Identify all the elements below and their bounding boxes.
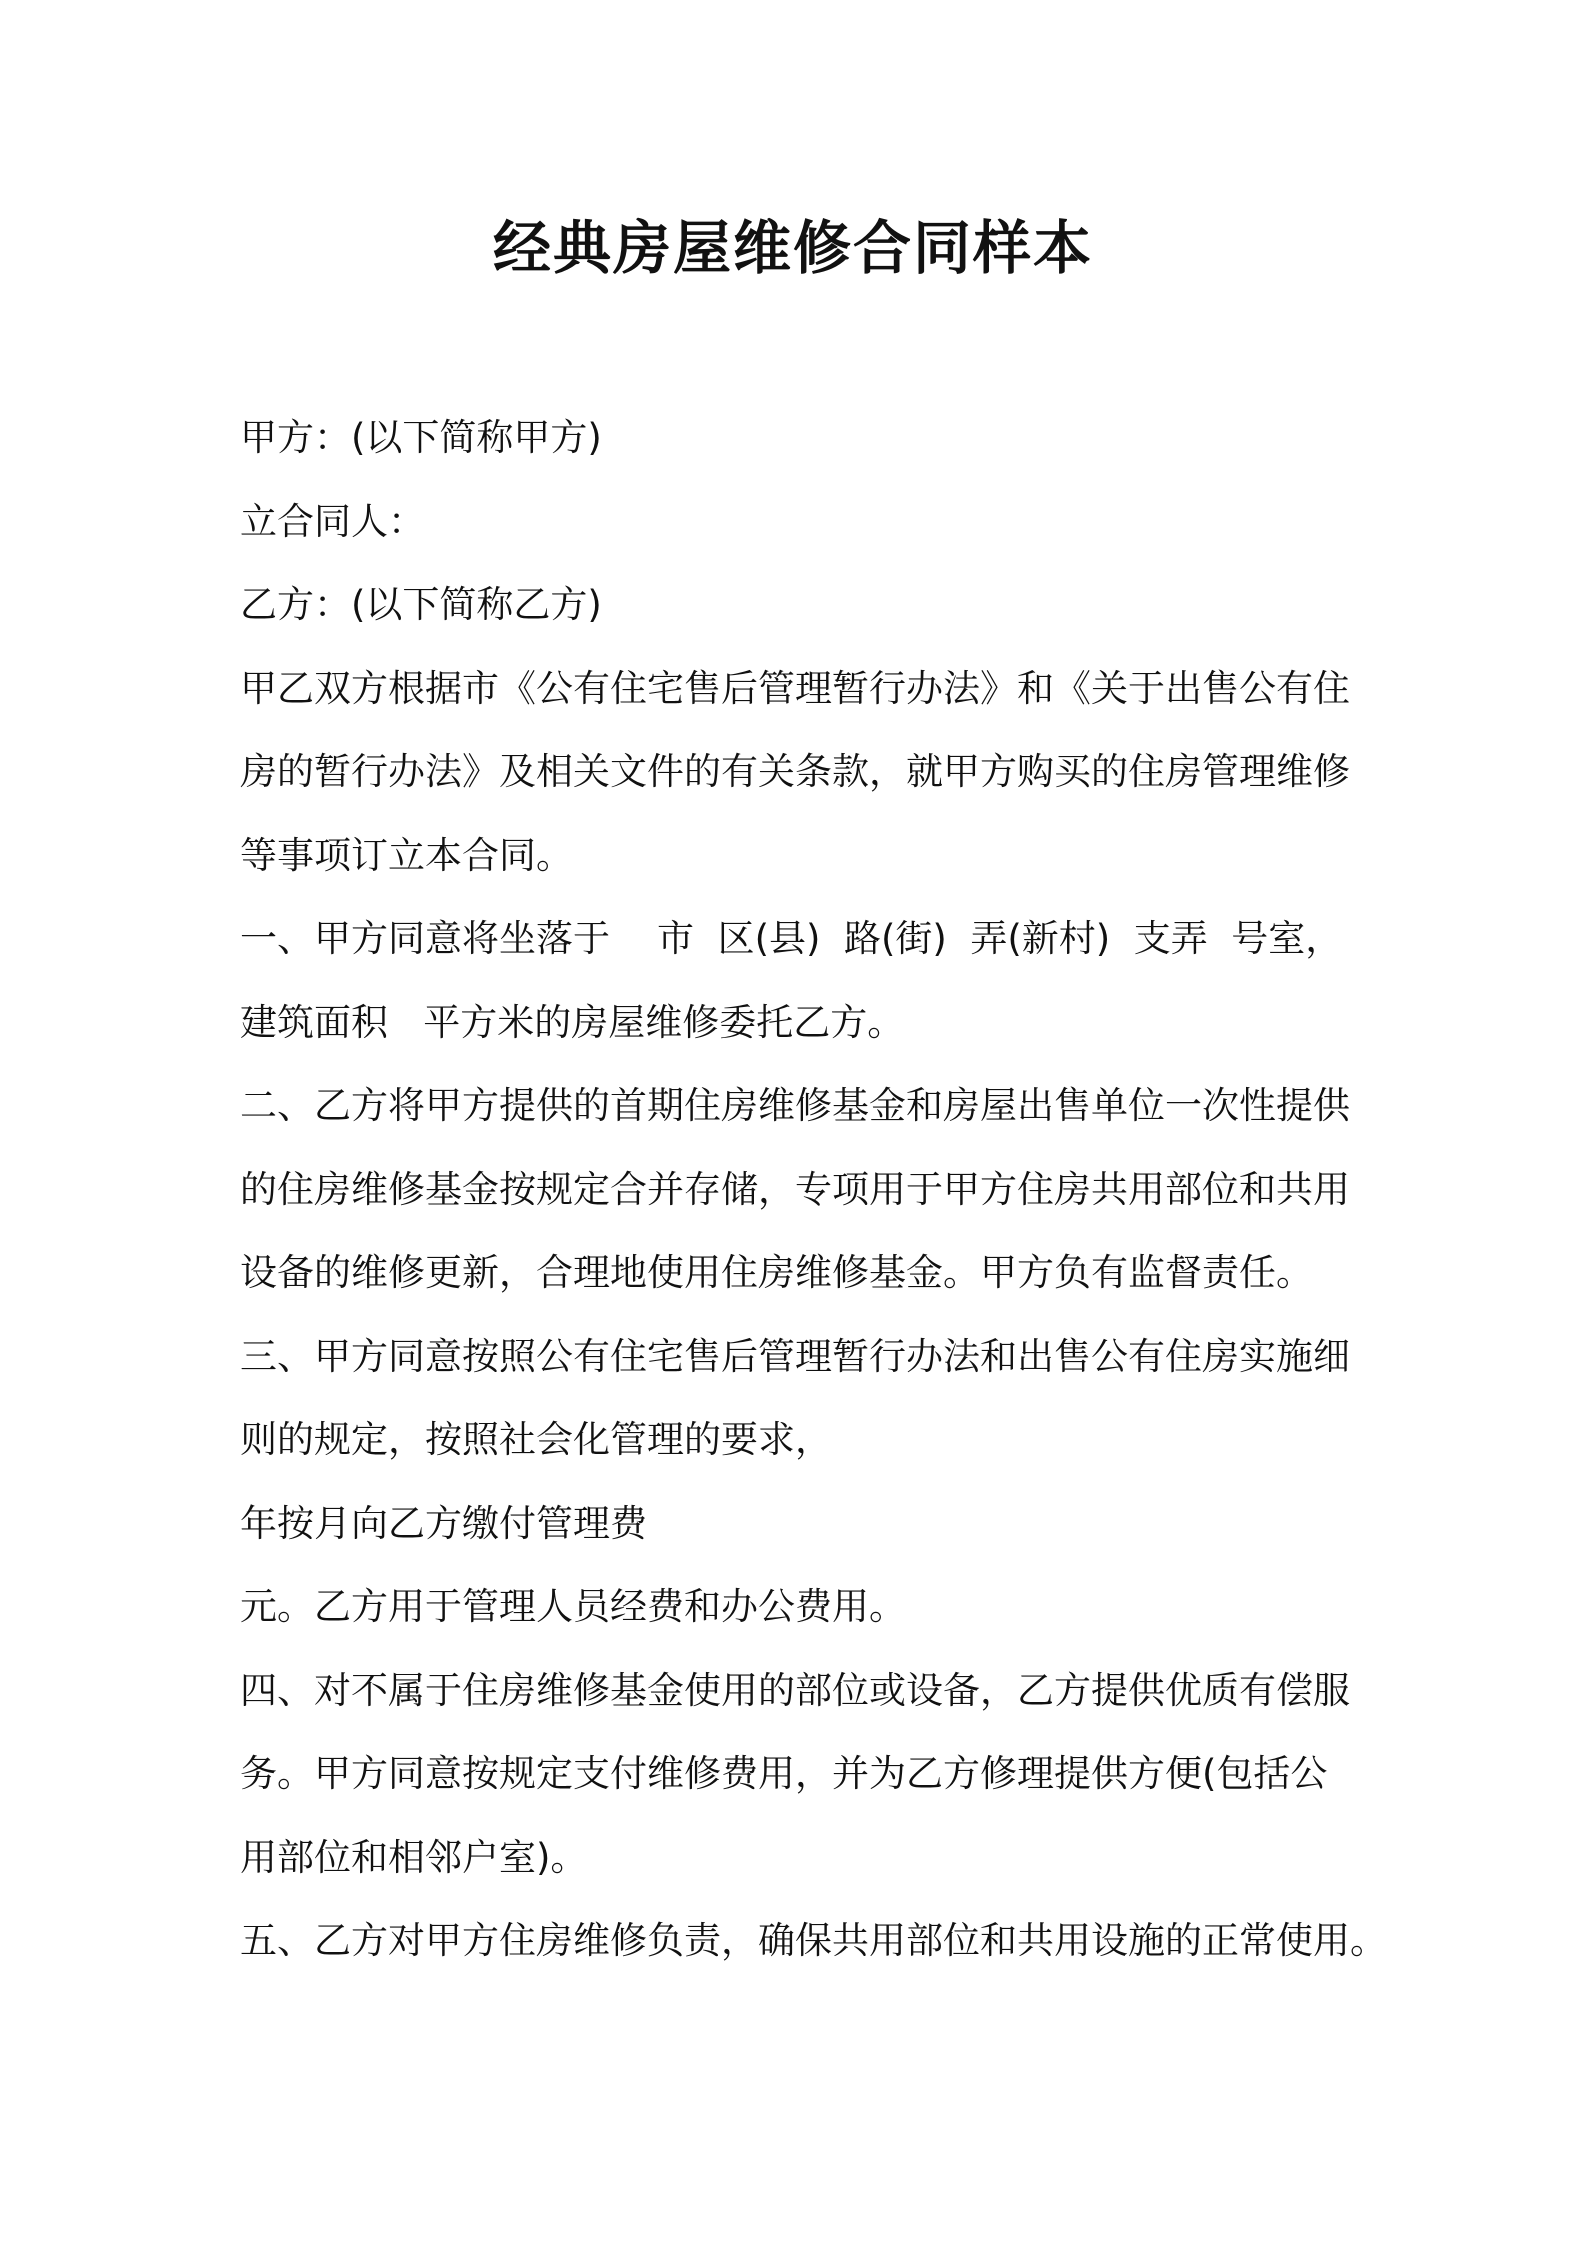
clause-3-line-4: 元。乙方用于管理人员经费和办公费用。 [240,1585,906,1628]
clause-2-line-2: 的住房维修基金按规定合并存储，专项用于甲方住房共用部位和共用 [240,1167,1350,1211]
document-body [240,396,1387,1983]
party-b-line: 乙方：(以下简称乙方) [240,583,602,626]
contract-signatory-line: 立合同人： [240,499,425,543]
clause-2-line-1: 二、乙方将甲方提供的首期住房维修基金和房屋出售单位一次性提供 [240,1084,1350,1127]
clause-1-line-1: 一、甲方同意将坐落于 市 区(县) 路(街) 弄(新村) 支弄 号室， [240,917,1343,960]
document-title: 经典房屋维修合同样本 [492,214,1093,282]
clause-2-line-3: 设备的维修更新，合理地使用住房维修基金。甲方负有监督责任。 [240,1251,1313,1294]
clause-1-line-2: 建筑面积 平方米的房屋维修委托乙方。 [240,1000,905,1044]
clause-4-line-2: 务。甲方同意按规定支付维修费用，并为乙方修理提供方便(包括公 [240,1752,1328,1795]
clause-3-line-3: 年按月向乙方缴付管理费 [240,1501,647,1545]
clause-4-line-1: 四、对不属于住房维修基金使用的部位或设备，乙方提供优质有偿服 [240,1668,1350,1712]
preamble-line-3: 等事项订立本合同。 [240,833,573,877]
preamble-line-1: 甲乙双方根据市《公有住宅售后管理暂行办法》和《关于出售公有住 [240,666,1350,710]
clause-5-line-1: 五、乙方对甲方住房维修负责，确保共用部位和共用设施的正常使用。 [240,1919,1387,1962]
clause-4-line-3: 用部位和相邻户室)。 [240,1835,588,1879]
clause-3-line-2: 则的规定，按照社会化管理的要求， [240,1418,832,1461]
preamble-line-2: 房的暂行办法》及相关文件的有关条款，就甲方购买的住房管理维修 [240,750,1350,793]
clause-3-line-1: 三、甲方同意按照公有住宅售后管理暂行办法和出售公有住房实施细 [240,1334,1350,1378]
party-a-line: 甲方：(以下简称甲方) [240,416,602,459]
